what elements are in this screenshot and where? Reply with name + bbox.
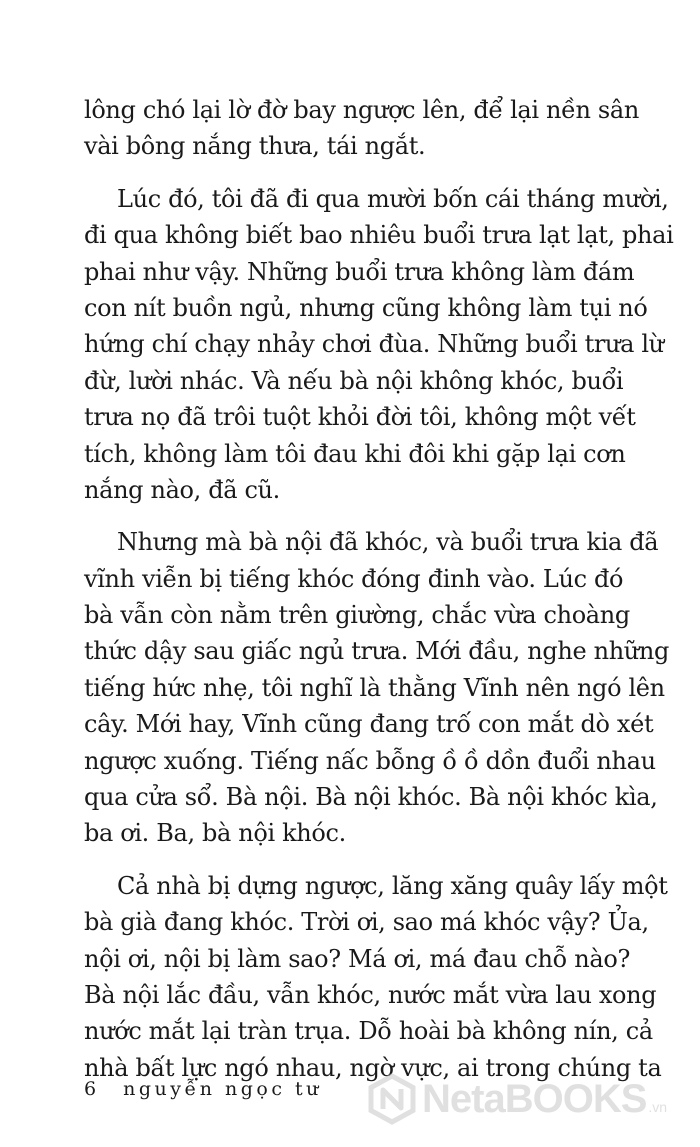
text-line: Bà nội lắc đầu, vẫn khóc, nước mắt vừa lau xong [84, 980, 657, 1009]
text-line: Nhưng mà bà nội đã khóc, và buổi trưa kia đã [117, 528, 659, 557]
text-line: nắng nào, đã cũ. [84, 475, 280, 504]
text-line: cây. Mới hay, Vĩnh cũng đang trố con mắt dò xét [84, 710, 654, 739]
text-line: nội ơi, nội bị làm sao? Má ơi, má đau chỗ nào? [84, 944, 630, 973]
paragraph [84, 524, 670, 852]
text-line: tiếng hức nhẹ, tôi nghĩ là thằng Vĩnh nên ngó lên [84, 673, 665, 702]
text-line: qua cửa sổ. Bà nội. Bà nội khóc. Bà nội khóc kìa, [84, 783, 658, 812]
watermark-suffix: .vn [648, 1099, 668, 1115]
text-line: đi qua không biết bao nhiêu buổi trưa lạt lạt, phai [84, 221, 674, 250]
text-line: vĩnh viễn bị tiếng khóc đóng đinh vào. Lúc đó [84, 564, 624, 593]
text-line: ngược xuống. Tiếng nấc bỗng ồ ồ dồn đuổi nhau [84, 746, 656, 775]
watermark [366, 1073, 667, 1125]
text-line: bà già đang khóc. Trời ơi, sao má khóc vậy? Ủa, [84, 908, 649, 937]
text-line: vài bông nắng thưa, tái ngắt. [84, 132, 426, 161]
text-line: nhà bất lực ngó nhau, ngờ vực, ai trong chúng ta [84, 1053, 662, 1082]
paragraph [84, 868, 668, 1086]
text-line: trưa nọ đã trôi tuột khỏi đời tôi, không một vết [84, 403, 636, 432]
text-line: lông chó lại lờ đờ bay ngược lên, để lại nền sân [84, 96, 639, 124]
running-author: nguyễn ngọc tư [123, 1078, 322, 1100]
watermark-text: NetaBOOKS [422, 1077, 647, 1121]
body-text [84, 92, 674, 1086]
text-line: Lúc đó, tôi đã đi qua mười bốn cái tháng mười, [117, 184, 669, 213]
paragraph [84, 181, 674, 509]
text-line: bà vẫn còn nằm trên giường, chắc vừa choàng [84, 601, 630, 630]
text-line: Cả nhà bị dựng ngược, lăng xăng quây lấy một [117, 871, 668, 900]
page-number: 6 [84, 1078, 100, 1100]
text-line: phai như vậy. Những buổi trưa không làm đám [84, 257, 635, 286]
text-line: ba ơi. Ba, bà nội khóc. [84, 819, 346, 848]
page-footer [84, 1078, 322, 1100]
paragraph [84, 92, 644, 165]
text-line: tích, không làm tôi đau khi đôi khi gặp lại cơn [84, 439, 626, 468]
text-line: hứng chí chạy nhảy chơi đùa. Những buổi trưa lừ [84, 330, 664, 359]
text-line: thức dậy sau giấc ngủ trưa. Mới đầu, nghe những [84, 637, 670, 666]
text-line: nước mắt lại tràn trụa. Dỗ hoài bà không nín, cả [84, 1017, 653, 1046]
netabooks-logo-icon [366, 1073, 418, 1125]
text-line: con nít buồn ngủ, nhưng cũng không làm tụi nó [84, 293, 648, 322]
text-line: đừ, lười nhác. Và nếu bà nội không khóc, buổi [84, 366, 624, 395]
